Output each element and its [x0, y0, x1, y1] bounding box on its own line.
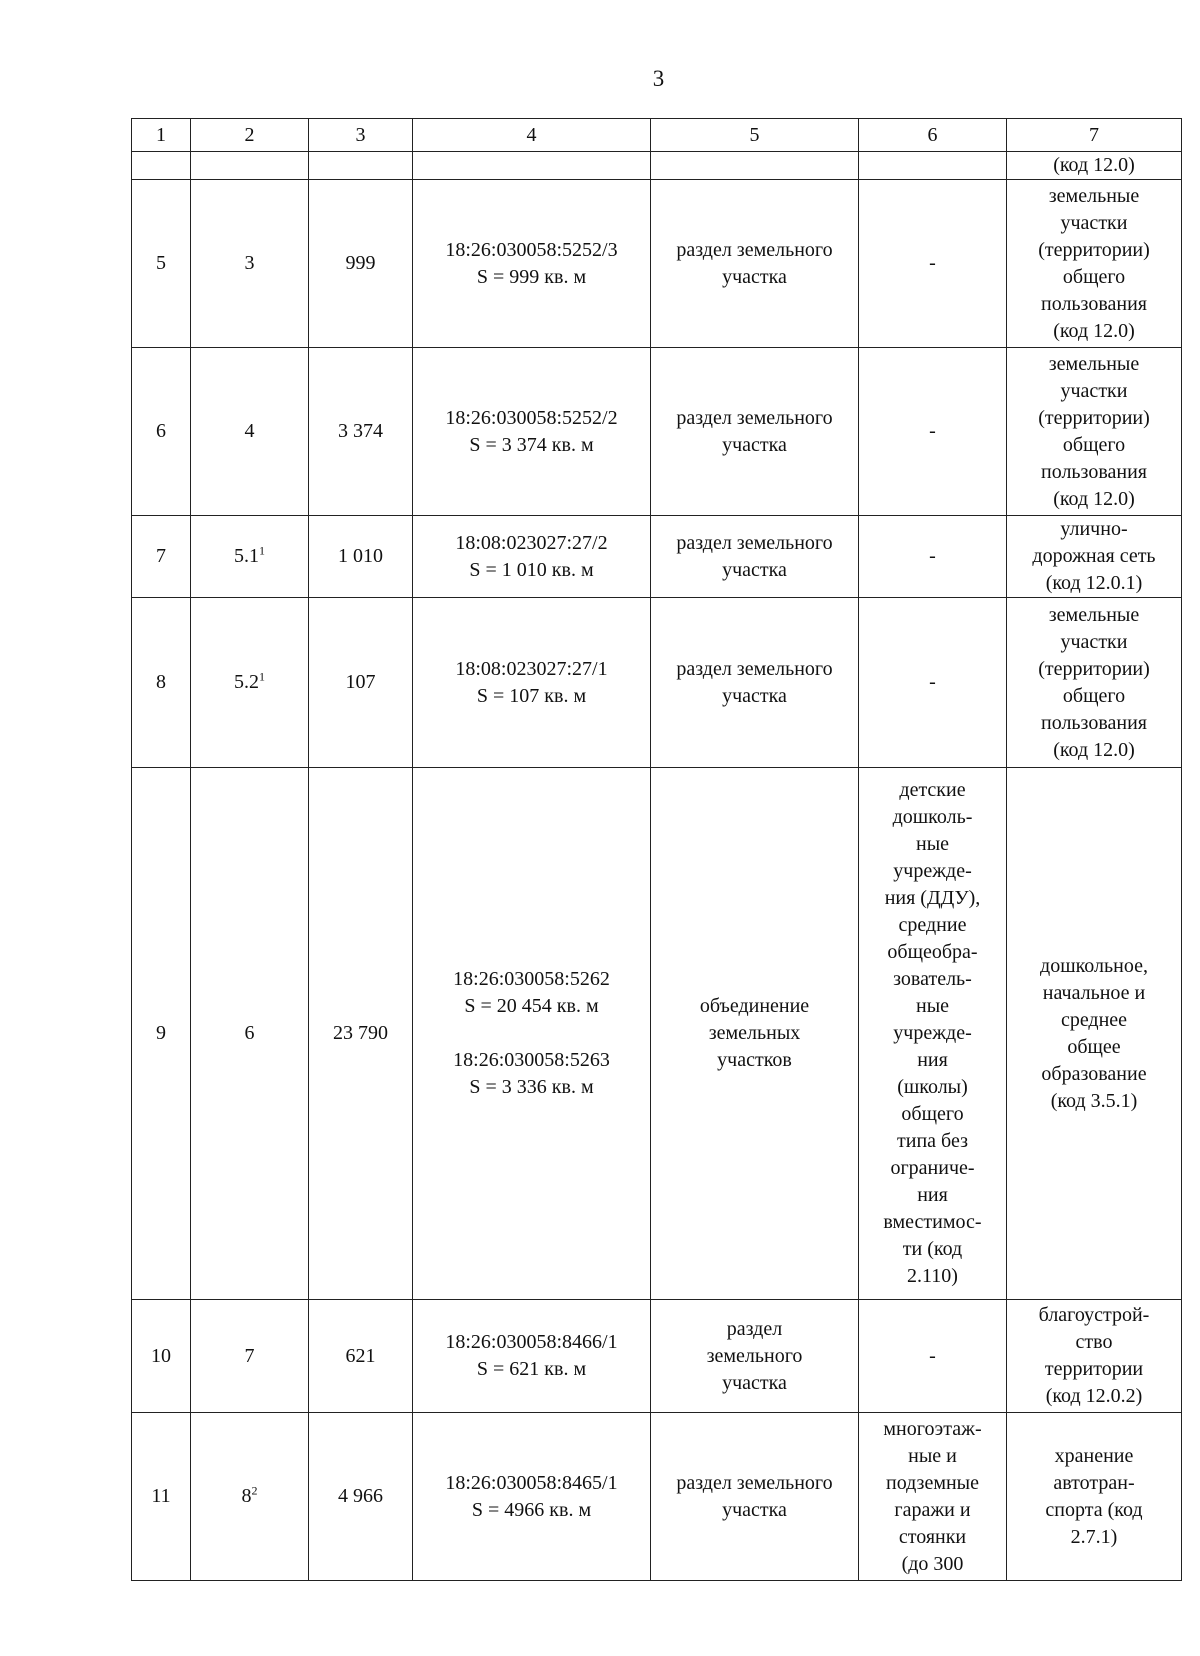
- permitted-use-line: дорожная сеть: [1032, 545, 1156, 567]
- permitted-use-line: пользования: [1041, 711, 1147, 734]
- area-cell: 4 966: [309, 1413, 413, 1581]
- plot-number-cell: [191, 1413, 309, 1581]
- cadastral-line: S = 107 кв. м: [476, 684, 587, 707]
- permitted-use-line: (код 12.0): [1053, 738, 1135, 761]
- permitted-use-line: земельные: [1048, 184, 1140, 207]
- permitted-use-line: автотран-: [1053, 1471, 1135, 1494]
- table-body: [132, 119, 1182, 1581]
- permitted-use-line: общее: [1067, 1035, 1121, 1058]
- area-cell: 621: [309, 1300, 413, 1413]
- purpose-line: общеобра-: [887, 941, 978, 963]
- plot-number: 5.1: [234, 545, 259, 567]
- permitted-use-cell: [1007, 180, 1182, 348]
- permitted-use-line: общего: [1062, 433, 1126, 456]
- permitted-use-line: улично-: [1060, 518, 1128, 540]
- plot-number-cell: [191, 348, 309, 516]
- formation-method-line: участка: [722, 1498, 787, 1521]
- purpose-line: детские: [899, 779, 966, 801]
- row-number-cell: 9: [132, 768, 191, 1300]
- cadastral-line: 18:26:030058:5252/3: [445, 238, 618, 261]
- continuation-row: [132, 152, 1182, 180]
- formation-method-cell: [651, 598, 859, 768]
- row-number-cell: 7: [132, 516, 191, 598]
- column-header: 3: [309, 119, 413, 152]
- area-cell: 23 790: [309, 768, 413, 1300]
- permitted-use-line: земельные: [1048, 603, 1140, 626]
- plot-number: 6: [244, 1022, 255, 1044]
- permitted-use-line: начальное и: [1042, 981, 1146, 1004]
- cadastral-line: 18:08:023027:27/2: [455, 531, 608, 554]
- formation-method-line: земельных: [708, 1022, 801, 1044]
- column-header: 2: [191, 119, 309, 152]
- cadastral-line: 18:26:030058:8465/1: [445, 1471, 618, 1494]
- cadastral-cell: [413, 598, 651, 768]
- formation-method-line: раздел земельного: [676, 657, 833, 680]
- cadastral-cell: [413, 348, 651, 516]
- purpose-line: типа без: [897, 1130, 968, 1152]
- formation-method-line: раздел земельного: [676, 1471, 833, 1494]
- purpose-line: учрежде-: [893, 1022, 972, 1044]
- permitted-use-line: участки: [1060, 630, 1128, 653]
- purpose-line: вместимос-: [883, 1211, 982, 1233]
- cadastral-line: 18:26:030058:5252/2: [445, 406, 618, 429]
- purpose-line: ные: [915, 995, 950, 1017]
- permitted-use-line: (территории): [1038, 406, 1150, 429]
- footnote-mark: 2: [251, 1483, 258, 1498]
- formation-method-line: раздел: [726, 1317, 783, 1340]
- column-header: 7: [1007, 119, 1182, 152]
- cadastral-line: S = 3 374 кв. м: [469, 433, 594, 456]
- cadastral-cell: [413, 768, 651, 1300]
- plot-number-cell: [191, 180, 309, 348]
- plot-number: 8: [241, 1485, 252, 1507]
- formation-method-line: участка: [722, 265, 787, 288]
- table-row: [132, 768, 1182, 1300]
- formation-method-cell: [651, 1300, 859, 1413]
- plot-number-cell: [191, 768, 309, 1300]
- table-row: [132, 598, 1182, 768]
- purpose-cell: [859, 348, 1007, 516]
- formation-method-cell: [651, 768, 859, 1300]
- plot-number-cell: [191, 598, 309, 768]
- purpose-line: гаражи и: [894, 1498, 971, 1521]
- permitted-use-line: дошкольное,: [1040, 954, 1148, 977]
- permitted-use-line: (код 12.0.2): [1045, 1385, 1143, 1407]
- table-row: [132, 180, 1182, 348]
- permitted-use-line: хранение: [1054, 1444, 1134, 1467]
- purpose-line: ти (код: [902, 1238, 963, 1260]
- formation-method-line: земельного: [706, 1344, 803, 1367]
- permitted-use-line: участки: [1060, 211, 1128, 234]
- purpose-line: подземные: [886, 1471, 979, 1494]
- purpose-line: (школы): [897, 1076, 968, 1098]
- permitted-use-cell: [1007, 1300, 1182, 1413]
- purpose-line: зователь-: [893, 968, 972, 990]
- land-plots-table: [131, 118, 1182, 1581]
- formation-method-line: объединение: [699, 995, 810, 1017]
- permitted-use-line: пользования: [1041, 460, 1147, 483]
- formation-method-line: участков: [717, 1049, 792, 1071]
- area-cell: 1 010: [309, 516, 413, 598]
- formation-method-line: участка: [722, 433, 787, 456]
- permitted-use-line: среднее: [1060, 1008, 1128, 1031]
- table-cell: [413, 152, 651, 180]
- area-cell: 3 374: [309, 348, 413, 516]
- table-cell: (код 12.0): [1007, 152, 1182, 180]
- row-number-cell: 8: [132, 598, 191, 768]
- table-cell: [651, 152, 859, 180]
- purpose-line: ния: [917, 1049, 948, 1071]
- permitted-use-line: общего: [1062, 684, 1126, 707]
- purpose-line: многоэтаж-: [883, 1417, 982, 1440]
- permitted-use-line: общего: [1062, 265, 1126, 288]
- formation-method-cell: [651, 180, 859, 348]
- cadastral-line: S = 999 кв. м: [476, 265, 587, 288]
- column-header: 4: [413, 119, 651, 152]
- formation-method-line: участка: [722, 1371, 787, 1394]
- column-header: 1: [132, 119, 191, 152]
- area-cell: 999: [309, 180, 413, 348]
- footnote-mark: 1: [259, 543, 265, 558]
- purpose-line: дошколь-: [892, 806, 973, 828]
- permitted-use-line: земельные: [1048, 352, 1140, 375]
- purpose-cell: [859, 1413, 1007, 1581]
- purpose-line: 2.110): [907, 1265, 958, 1287]
- table-row: [132, 1413, 1182, 1581]
- permitted-use-line: (код 12.0): [1053, 319, 1135, 342]
- purpose-line: ные: [915, 833, 950, 855]
- permitted-use-line: участки: [1060, 379, 1128, 402]
- footnote-mark: 1: [259, 669, 265, 684]
- permitted-use-line: территории: [1044, 1358, 1144, 1380]
- permitted-use-line: (код 12.0): [1053, 487, 1135, 510]
- purpose-line: стоянки: [898, 1525, 967, 1548]
- purpose-line: общего: [901, 1103, 964, 1125]
- cadastral-cell: [413, 1413, 651, 1581]
- cadastral-cell: [413, 1300, 651, 1413]
- plot-number: 7: [244, 1344, 255, 1367]
- permitted-use-cell: [1007, 1413, 1182, 1581]
- purpose-cell: [859, 598, 1007, 768]
- purpose-line: (до 300: [901, 1552, 964, 1575]
- permitted-use-line: образование: [1041, 1062, 1147, 1085]
- cadastral-line: 18:08:023027:27/1: [455, 657, 608, 680]
- permitted-use-line: (территории): [1038, 657, 1150, 680]
- plot-number: 5.2: [234, 671, 259, 693]
- cadastral-line: S = 621 кв. м: [476, 1358, 587, 1380]
- purpose-line: -: [929, 1344, 936, 1367]
- permitted-use-line: (код 3.5.1): [1050, 1089, 1138, 1112]
- purpose-cell: [859, 180, 1007, 348]
- cadastral-cell: [413, 180, 651, 348]
- purpose-line: -: [929, 671, 936, 693]
- purpose-line: ные и: [908, 1444, 957, 1467]
- header-row: [132, 119, 1182, 152]
- plot-number-cell: [191, 516, 309, 598]
- page-number: 3: [652, 66, 665, 91]
- permitted-use-line: ство: [1075, 1331, 1113, 1353]
- purpose-line: -: [929, 545, 936, 567]
- cadastral-line: S = 20 454 кв. м: [464, 995, 599, 1017]
- formation-method-cell: [651, 516, 859, 598]
- plot-number: 3: [244, 252, 255, 274]
- cadastral-line: 18:26:030058:8466/1: [445, 1331, 618, 1353]
- table-row: [132, 516, 1182, 598]
- formation-method-line: участка: [722, 558, 787, 581]
- table-row: [132, 348, 1182, 516]
- table-cell: [859, 152, 1007, 180]
- row-number-cell: 10: [132, 1300, 191, 1413]
- table-row: [132, 1300, 1182, 1413]
- permitted-use-line: пользования: [1041, 292, 1147, 315]
- purpose-line: ния (ДДУ),: [884, 887, 981, 909]
- table-cell: [309, 152, 413, 180]
- formation-method-cell: [651, 348, 859, 516]
- permitted-use-line: 2.7.1): [1070, 1525, 1118, 1548]
- purpose-line: ния: [917, 1184, 948, 1206]
- table-cell: [132, 152, 191, 180]
- formation-method-line: раздел земельного: [676, 531, 833, 554]
- column-header: 5: [651, 119, 859, 152]
- purpose-line: -: [929, 420, 936, 442]
- formation-method-line: раздел земельного: [676, 238, 833, 261]
- row-number-cell: 5: [132, 180, 191, 348]
- purpose-cell: [859, 768, 1007, 1300]
- cadastral-line: S = 1 010 кв. м: [469, 558, 594, 581]
- cadastral-line: S = 4966 кв. м: [471, 1498, 592, 1521]
- permitted-use-cell: [1007, 516, 1182, 598]
- plot-number: 4: [244, 420, 255, 442]
- row-number-cell: 11: [132, 1413, 191, 1581]
- area-cell: 107: [309, 598, 413, 768]
- purpose-cell: [859, 1300, 1007, 1413]
- cadastral-line: 18:26:030058:5262: [453, 968, 610, 990]
- row-number-cell: 6: [132, 348, 191, 516]
- table-cell: [191, 152, 309, 180]
- permitted-use-line: (территории): [1038, 238, 1150, 261]
- plot-number-cell: [191, 1300, 309, 1413]
- purpose-line: -: [929, 252, 936, 274]
- permitted-use-cell: [1007, 598, 1182, 768]
- purpose-line: учрежде-: [893, 860, 972, 882]
- cadastral-line: 18:26:030058:5263: [453, 1049, 610, 1071]
- permitted-use-cell: [1007, 348, 1182, 516]
- formation-method-line: раздел земельного: [676, 406, 833, 429]
- permitted-use-line: спорта (код: [1045, 1498, 1143, 1521]
- permitted-use-cell: [1007, 768, 1182, 1300]
- formation-method-cell: [651, 1413, 859, 1581]
- purpose-line: ограниче-: [890, 1157, 975, 1179]
- permitted-use-line: (код 12.0.1): [1045, 572, 1143, 594]
- formation-method-line: участка: [722, 684, 787, 707]
- purpose-cell: [859, 516, 1007, 598]
- permitted-use-line: благоустрой-: [1038, 1304, 1150, 1326]
- purpose-line: средние: [898, 914, 967, 936]
- column-header: 6: [859, 119, 1007, 152]
- cadastral-line: S = 3 336 кв. м: [469, 1076, 594, 1098]
- cadastral-cell: [413, 516, 651, 598]
